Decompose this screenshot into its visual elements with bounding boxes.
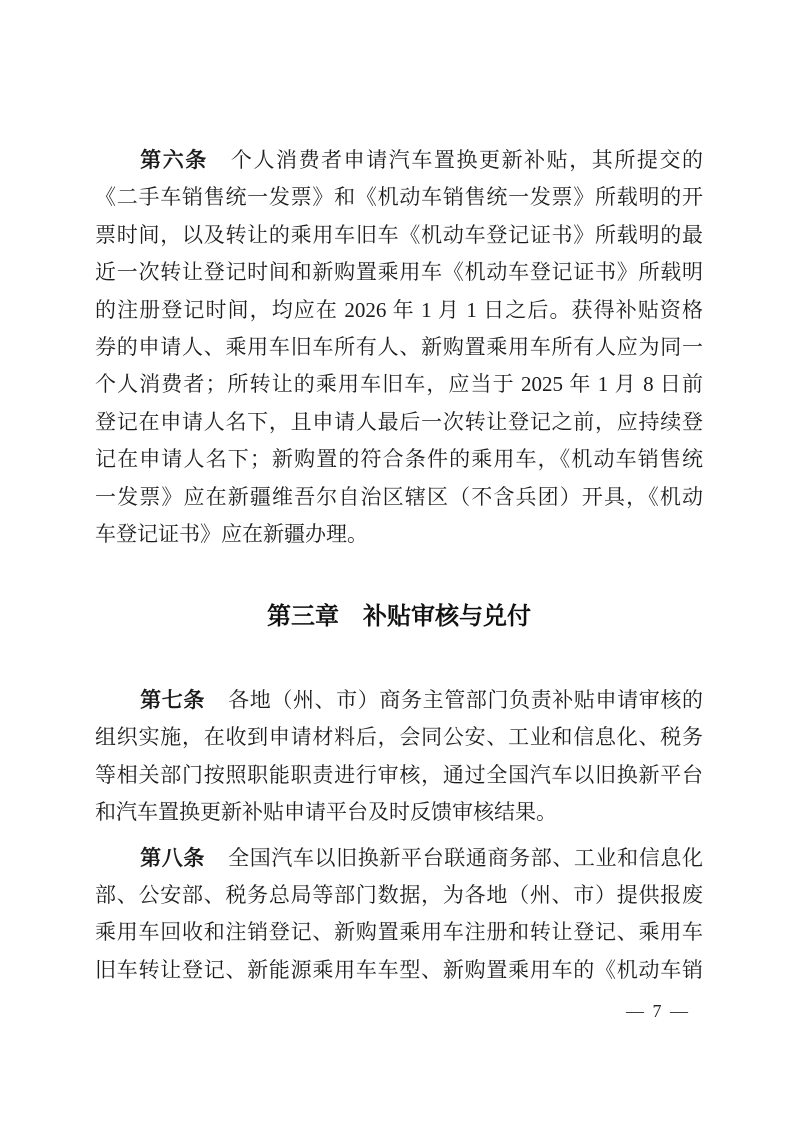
text-line: 登记在申请人名下，且申请人最后一次转让登记之前，应持续登 xyxy=(95,409,703,434)
article-7-label: 第七条 xyxy=(140,687,205,712)
article-6 xyxy=(95,142,703,553)
text-line: 和汽车置换更新补贴申请平台及时反馈审核结果。 xyxy=(95,800,557,825)
text-line: 部、公安部、税务总局等部门数据，为各地（州、市）提供报废 xyxy=(95,882,703,907)
text-line: 记在申请人名下；新购置的符合条件的乘用车，《机动车销售统 xyxy=(95,447,703,472)
text-line: 票时间，以及转让的乘用车旧车《机动车登记证书》所载明的最 xyxy=(95,222,703,247)
article-6-opening-text: 个人消费者申请汽车置换更新补贴，其所提交的 xyxy=(230,148,704,172)
document-body xyxy=(95,142,703,989)
article-8 xyxy=(95,840,703,990)
text-line: 等相关部门按照职能职责进行审核，通过全国汽车以旧换新平台 xyxy=(95,762,703,787)
text-line: 车登记证书》应在新疆办理。 xyxy=(95,522,368,547)
text-line: 一发票》应在新疆维吾尔自治区辖区（不含兵团）开具，《机动 xyxy=(95,484,703,509)
text-line: 《二手车销售统一发票》和《机动车销售统一发票》所载明的开 xyxy=(95,185,703,210)
text-line: 个人消费者；所转让的乘用车旧车，应当于 2025 年 1 月 8 日前 xyxy=(95,372,703,397)
text-line: 的注册登记时间，均应在 2026 年 1 月 1 日之后。获得补贴资格 xyxy=(95,297,703,322)
text-line: 券的申请人、乘用车旧车所有人、新购置乘用车所有人应为同一 xyxy=(95,335,703,360)
article-8-label: 第八条 xyxy=(140,845,205,870)
chapter-heading: 第三章 补贴审核与兑付 xyxy=(267,603,531,631)
article-8-opening-text: 全国汽车以旧换新平台联通商务部、工业和信息化 xyxy=(228,845,704,870)
article-8-line-1 xyxy=(95,840,703,877)
text-line: 组织实施，在收到申请材料后，会同公安、工业和信息化、税务 xyxy=(95,725,703,750)
article-7-opening-text: 各地（州、市）商务主管部门负责补贴申请审核的 xyxy=(228,687,704,712)
text-line: 乘用车回收和注销登记、新购置乘用车注册和转让登记、乘用车 xyxy=(95,920,703,945)
text-line: 旧车转让登记、新能源乘用车车型、新购置乘用车的《机动车销 xyxy=(95,957,703,982)
article-6-label: 第六条 xyxy=(140,148,208,172)
article-7 xyxy=(95,682,703,832)
text-line: 近一次转让登记时间和新购置乘用车《机动车登记证书》所载明 xyxy=(95,260,703,285)
article-7-line-1 xyxy=(95,682,703,719)
page-number: — 7 — xyxy=(626,1001,690,1021)
article-6-line-1 xyxy=(95,142,703,179)
